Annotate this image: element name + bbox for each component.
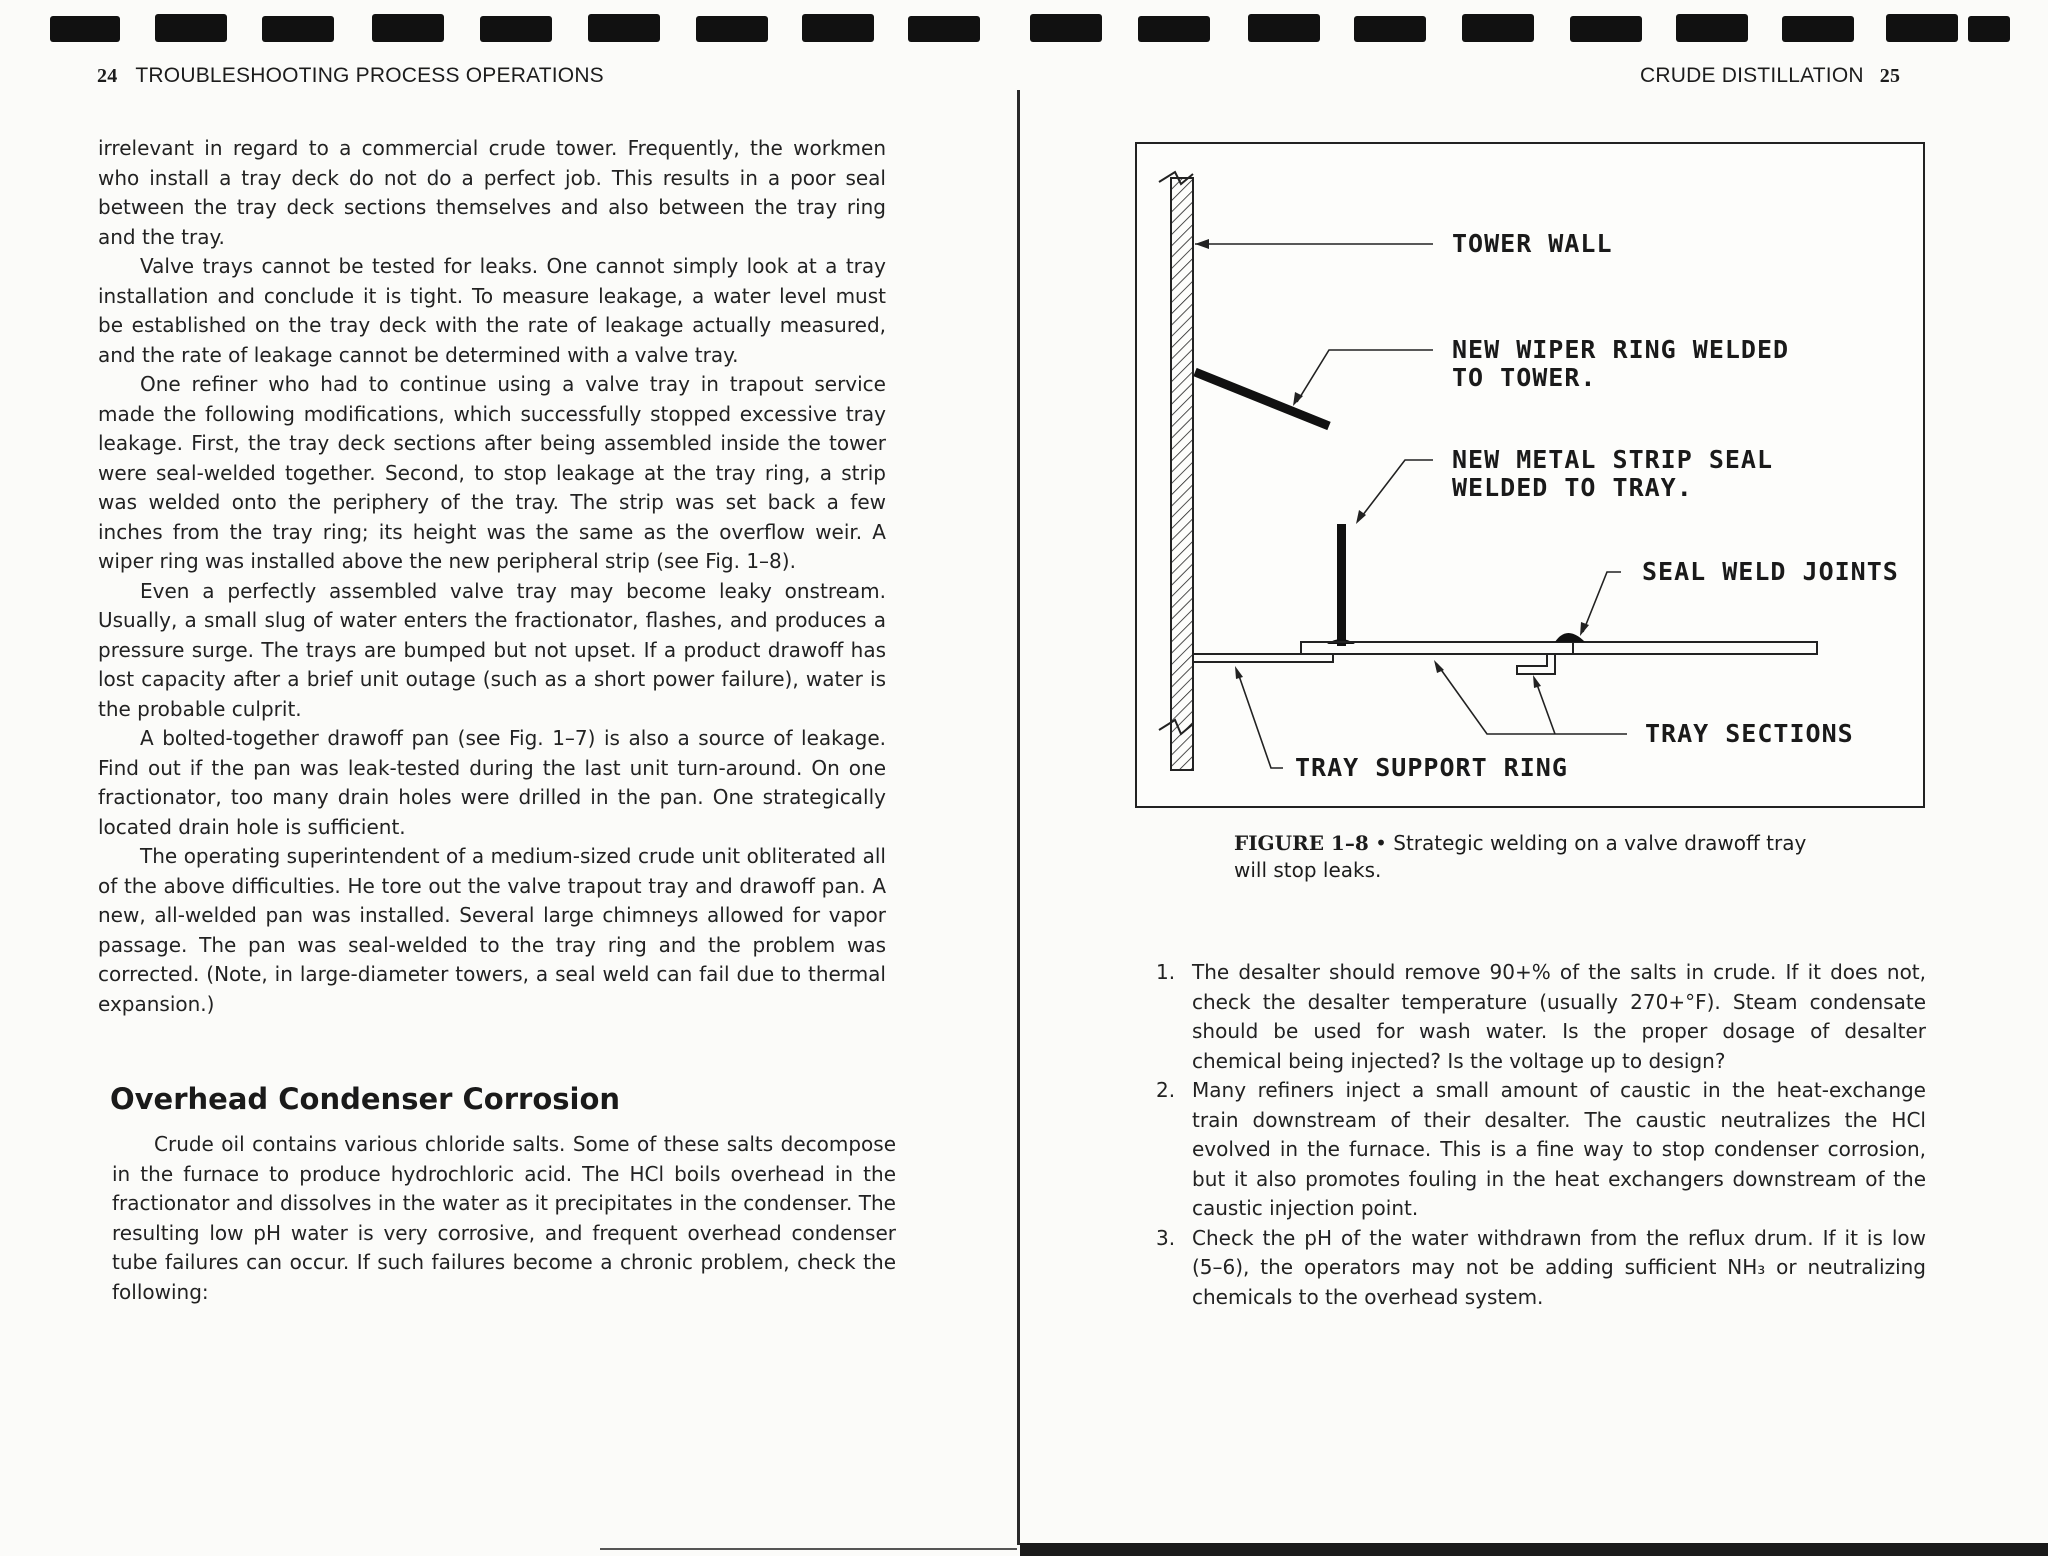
paragraph: A bolted-together drawoff pan (see Fig. 1–7) is also a source of leakage. Find out if the pan was leak-tested during the last unit turn-around. On one fractionator, too many drain holes were drilled in the pan. One strategically located drain hole is sufficient. <box>98 726 886 839</box>
paragraph: The operating superintendent of a medium-sized crude unit obliterated all of the above difficulties. He tore out the valve trapout tray and drawoff pan. A new, all-welded pan was installed. Several large chimneys allowed for vapor passage. The pan was seal-welded to the tray ring and the problem was corrected. (Note, in large-diameter towers, a seal weld can fail due to thermal expansion.) <box>98 844 886 1016</box>
left-running-head-text: TROUBLESHOOTING PROCESS OPERATIONS <box>135 64 604 87</box>
section-heading: Overhead Condenser Corrosion <box>110 1082 621 1116</box>
tower-wall <box>1171 178 1193 770</box>
paragraph: Even a perfectly assembled valve tray may become leaky onstream. Usually, a small slug of water enters the fractionator, flashes, and produces a pressure surge. The trays are bumped but not upset. If a product drawoff has lost capacity after a brief unit outage (such as a short power failure), water is the probable culprit. <box>98 578 886 721</box>
wiper-ring <box>1195 372 1329 426</box>
figure-caption <box>1234 830 1834 884</box>
paragraph: Crude oil contains various chloride salts. Some of these salts decompose in the furnace to produce hydrochloric acid. The HCl boils overhead in the fractionator and dissolves in the water as it precipitates in the condenser. The resulting low pH water is very corrosive, and frequent overhead condenser tube failures can occur. If such failures become a chronic problem, check the following: <box>112 1132 896 1304</box>
left-page-number: 24 <box>97 65 118 87</box>
list-item-number: 1. <box>1156 960 1176 984</box>
page-bottom-edge-left <box>600 1548 1017 1550</box>
tower-wall-label: TOWER WALL <box>1452 229 1613 258</box>
tray-sections-label: TRAY SECTIONS <box>1645 719 1854 748</box>
right-running-head-text: CRUDE DISTILLATION <box>1640 64 1864 87</box>
list-item-text: Many refiners inject a small amount of caustic in the heat-exchange train downstream of their desalter. The caustic neutralizes the HCl evolved in the furnace. This is a fine way to stop condenser corrosion, but it also promotes fouling in the heat exchangers downstream of the caustic injection point. <box>1192 1078 1926 1220</box>
paragraph: Valve trays cannot be tested for leaks. One cannot simply look at a tray installation and conclude it is tight. To measure leakage, a water level must be established on the tray deck with the rate of leakage actually measured, and the rate of leakage cannot be determined with a valve tray. <box>98 254 886 367</box>
list-item-text: Check the pH of the water withdrawn from the reflux drum. If it is low (5–6), the operators may not be adding sufficient NH₃ or neutralizing chemicals to the overhead system. <box>1192 1225 1926 1309</box>
tray-support-ring <box>1193 654 1333 662</box>
list-item <box>1156 958 1926 1076</box>
list-item-text: The desalter should remove 90+% of the salts in crude. If it does not, check the desalter temperature (usually 270+°F). Steam condensate should be used for wash water. Is the proper dosage of desalter chemical being injected? Is the voltage up to design? <box>1192 960 1926 1073</box>
metal-strip-label: NEW METAL STRIP SEAL WELDED TO TRAY. <box>1452 445 1774 502</box>
right-running-head <box>1640 64 1900 88</box>
paragraph: One refiner who had to continue using a valve tray in trapout service made the following modifications, which successfully stopped excessive tray leakage. First, the tray deck sections after being assembled inside the tower were seal-welded together. Second, to stop leakage at the tray ring, a strip was welded onto the periphery of the tray. The strip was set back a few inches from the tray ring; its height was the same as the overflow weir. A wiper ring was installed above the new peripheral strip (see Fig. 1–8). <box>98 372 886 573</box>
paragraph: irrelevant in regard to a commercial crude tower. Frequently, the workmen who install a tray deck do not do a perfect job. This results in a poor seal between the tray deck sections themselves and also between the tray ring and the tray. <box>98 136 886 249</box>
checklist <box>1156 958 1926 1312</box>
right-page-number: 25 <box>1879 65 1901 87</box>
left-running-head <box>97 64 604 88</box>
list-item-number: 2. <box>1156 1078 1176 1102</box>
list-item <box>1156 1224 1926 1313</box>
page-gutter <box>1017 90 1020 1545</box>
metal-strip-seal <box>1337 524 1346 646</box>
tray-section-b <box>1573 642 1817 654</box>
left-body-text <box>98 134 886 1019</box>
wiper-ring-label: NEW WIPER RING WELDED TO TOWER. <box>1452 335 1790 392</box>
tray-support-ring-label: TRAY SUPPORT RING <box>1295 753 1568 782</box>
figure-1-8 <box>1135 142 1925 808</box>
section-body <box>112 1130 896 1307</box>
page-bottom-edge <box>1020 1543 2048 1556</box>
figure-caption-text: • Strategic welding on a valve drawoff tray will stop leaks. <box>1234 831 1807 882</box>
figure-caption-label: FIGURE 1–8 <box>1234 831 1369 855</box>
seal-weld-label: SEAL WELD JOINTS <box>1642 557 1899 586</box>
list-item <box>1156 1076 1926 1224</box>
list-item-number: 3. <box>1156 1225 1176 1250</box>
binding-holes <box>0 0 2048 50</box>
